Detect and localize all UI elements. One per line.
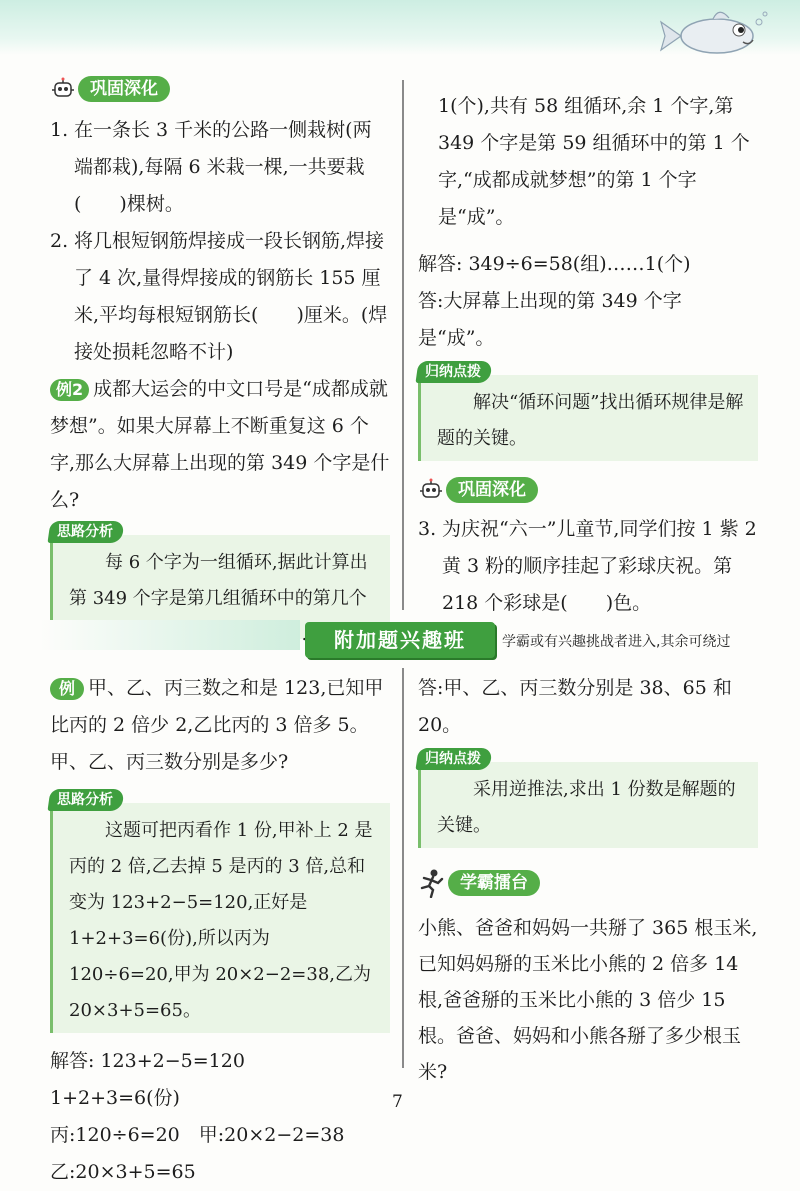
section-header — [50, 72, 390, 106]
thinking-label: 思路分析 — [47, 789, 124, 811]
section-header — [418, 473, 758, 507]
robot-mascot-icon — [50, 77, 76, 101]
solution-line-3: 乙:20×3+5=65 — [50, 1161, 196, 1183]
bonus-note: 学霸或有兴趣挑战者进入,其余可绕过 — [502, 634, 731, 650]
summary-text: 采用逆推法,求出 1 份数是解题的关键。 — [437, 779, 736, 836]
question-1 — [50, 112, 390, 223]
thinking-text: 这题可把丙看作 1 份,甲补上 2 是丙的 2 倍,乙去掉 5 是丙的 3 倍,总和变为 123+2−5=120,正好是 1+2+3=6(份),所以丙为 120÷6=20,甲为 20×2−2=38,乙为 20×3+5=65。 — [69, 820, 373, 1021]
thinking-label: 思路分析 — [47, 521, 124, 543]
example-text: 甲、乙、丙三数之和是 123,已知甲比丙的 2 倍少 2,乙比丙的 3 倍多 5。甲、乙、丙三数分别是多少? — [50, 677, 384, 773]
arena-problem: 小熊、爸爸和妈妈一共掰了 365 根玉米,已知妈妈掰的玉米比小熊的 2 倍多 14 根,爸爸掰的玉米比小熊的 3 倍少 15 根。爸爸、妈妈和小熊各掰了多少根玉米? — [418, 917, 758, 1083]
running-figure-icon — [418, 868, 444, 898]
example-3 — [50, 670, 390, 781]
solution-line-2: 丙:120÷6=20 甲:20×2−2=38 — [50, 1124, 345, 1146]
fish-mascot-icon — [655, 8, 773, 60]
page-number: 7 — [392, 1092, 403, 1112]
solution: 解答: 349÷6=58(组)……1(个) — [418, 253, 691, 275]
question-number: 3. — [418, 518, 437, 540]
right-column-top — [418, 88, 758, 622]
question-text: 为庆祝“六一”儿童节,同学们按 1 紫 2 黄 3 粉的顺序挂起了彩球庆祝。第 218 个彩球是( )色。 — [442, 518, 757, 614]
summary-box — [418, 364, 758, 461]
example-badge: 例 — [50, 678, 84, 700]
left-column-top — [50, 72, 390, 639]
section-tag-consolidate: 巩固深化 — [78, 76, 170, 102]
question-3 — [418, 511, 758, 622]
thinking-text-continued: 1(个),共有 58 组循环,余 1 个字,第 349 个字是第 59 组循环中的第 1 个字,“成都成就梦想”的第 1 个字是“成”。 — [438, 95, 750, 228]
bonus-banner-band — [40, 620, 300, 650]
question-number: 2. — [50, 230, 69, 252]
solution-line-1: 解答: 123+2−5=120 1+2+3=6(份) — [50, 1050, 264, 1109]
example-badge: 例2 — [50, 379, 89, 401]
thinking-box-continued — [418, 88, 758, 236]
thinking-text: 每 6 个字为一组循环,据此计算出第 349 个字是第几组循环中的第几个 — [69, 552, 368, 609]
summary-label: 归纳点拨 — [415, 361, 492, 383]
arena-tag: 学霸擂台 — [448, 870, 540, 896]
section-tag-consolidate: 巩固深化 — [446, 477, 538, 503]
summary-label: 归纳点拨 — [415, 748, 492, 770]
summary-box — [418, 751, 758, 848]
thinking-box — [50, 792, 390, 1033]
question-text: 将几根短钢筋焊接成一段长钢筋,焊接了 4 次,量得焊接成的钢筋长 155 厘米,平均每根短钢筋长( )厘米。(焊接处损耗忽略不计) — [74, 230, 388, 363]
column-divider-top — [402, 80, 404, 610]
bonus-title: 附加题兴趣班 — [305, 622, 495, 658]
question-number: 1. — [50, 119, 69, 141]
answer: 答:大屏幕上出现的第 349 个字是“成”。 — [418, 290, 682, 349]
answer: 答:甲、乙、丙三数分别是 38、65 和 20。 — [418, 677, 732, 736]
summary-text: 解决“循环问题”找出循环规律是解题的关键。 — [437, 392, 744, 449]
arena-header — [418, 864, 758, 902]
robot-mascot-icon — [418, 478, 444, 502]
left-column-bottom — [50, 670, 390, 1191]
right-column-bottom — [418, 670, 758, 1090]
example-text: 成都大运会的中文口号是“成都成就梦想”。如果大屏幕上不断重复这 6 个字,那么大屏幕上出现的第 349 个字是什么? — [50, 378, 390, 511]
question-2 — [50, 223, 390, 371]
example-2 — [50, 371, 390, 519]
column-divider-bottom — [402, 668, 404, 1068]
question-text: 在一条长 3 千米的公路一侧栽树(两端都栽),每隔 6 米栽一棵,一共要栽( )棵树。 — [74, 119, 372, 215]
